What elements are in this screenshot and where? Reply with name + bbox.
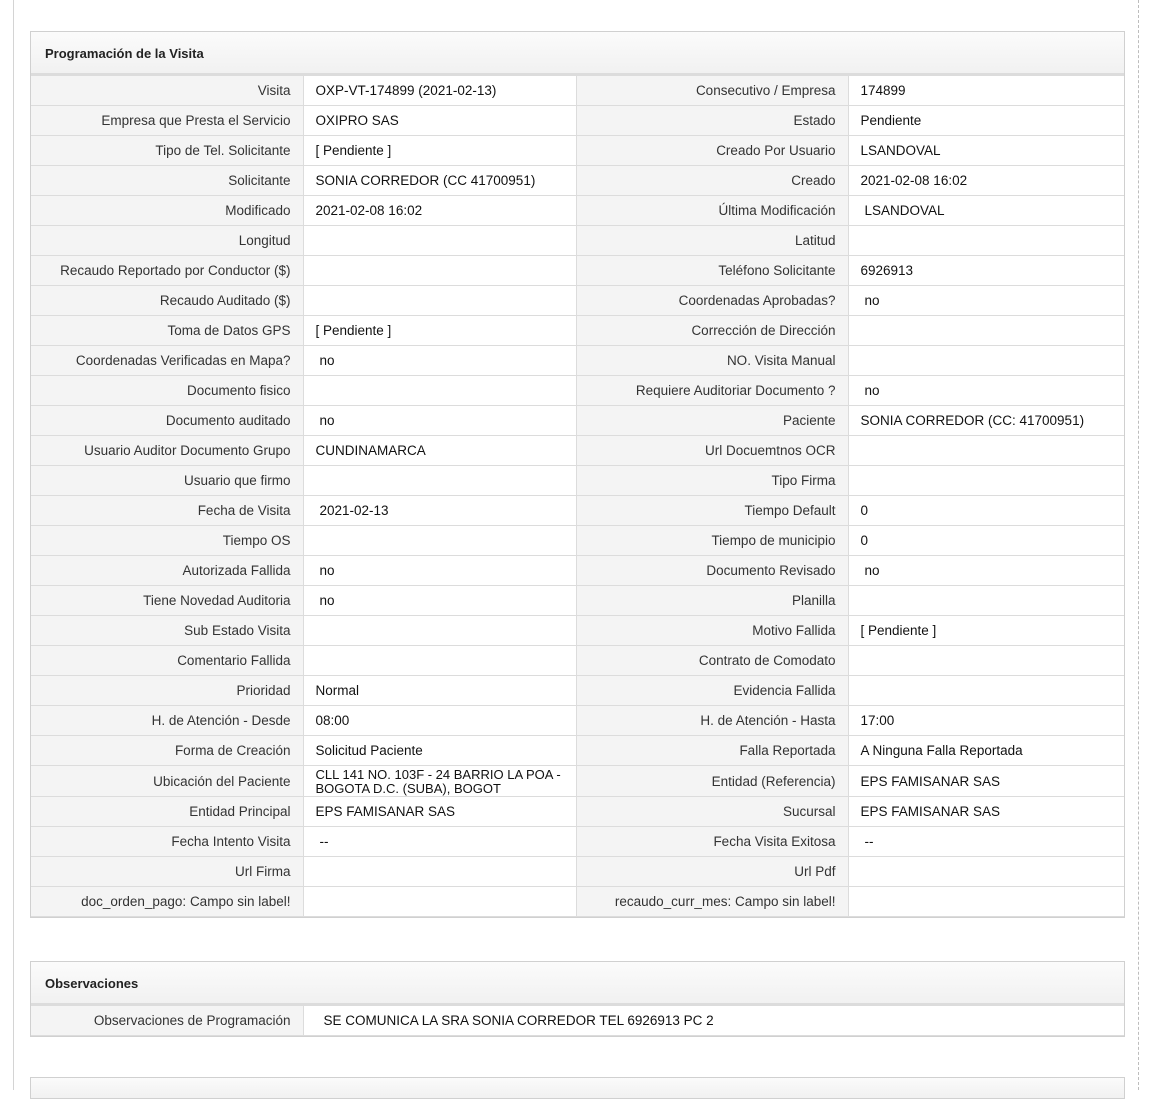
field-value: Pendiente <box>848 106 1124 136</box>
field-label: Fecha Intento Visita <box>31 827 303 857</box>
field-value: 2021-02-08 16:02 <box>303 196 576 226</box>
field-value <box>303 256 576 286</box>
field-label: Usuario Auditor Documento Grupo <box>31 436 303 466</box>
field-value: EPS FAMISANAR SAS <box>848 766 1124 797</box>
field-label: Url Docuemtnos OCR <box>576 436 848 466</box>
table-row <box>31 1006 1124 1036</box>
field-label: Requiere Auditoriar Documento ? <box>576 376 848 406</box>
page-right-dashed-border <box>1138 0 1139 1090</box>
table-row <box>31 857 1124 887</box>
field-label: Ubicación del Paciente <box>31 766 303 797</box>
field-label: Motivo Fallida <box>576 616 848 646</box>
field-label: Longitud <box>31 226 303 256</box>
field-value: CLL 141 NO. 103F - 24 BARRIO LA POA - BOGOTA D.C. (SUBA), BOGOT <box>303 766 576 797</box>
visit-details-table <box>31 76 1124 917</box>
table-row <box>31 616 1124 646</box>
field-value <box>303 646 576 676</box>
field-label: Teléfono Solicitante <box>576 256 848 286</box>
next-panel-header <box>30 1077 1125 1099</box>
field-value: 0 <box>848 526 1124 556</box>
field-label: Forma de Creación <box>31 736 303 766</box>
table-row <box>31 526 1124 556</box>
field-label: Coordenadas Verificadas en Mapa? <box>31 346 303 376</box>
field-value: 0 <box>848 496 1124 526</box>
field-value: -- <box>848 827 1124 857</box>
field-label: Tiempo Default <box>576 496 848 526</box>
field-label: Sub Estado Visita <box>31 616 303 646</box>
field-label: Contrato de Comodato <box>576 646 848 676</box>
table-row <box>31 556 1124 586</box>
field-value <box>848 646 1124 676</box>
field-value: LSANDOVAL <box>848 136 1124 166</box>
field-value: 2021-02-13 <box>303 496 576 526</box>
field-value <box>303 616 576 646</box>
field-value: CUNDINAMARCA <box>303 436 576 466</box>
table-row <box>31 676 1124 706</box>
field-value <box>303 286 576 316</box>
field-value: 6926913 <box>848 256 1124 286</box>
table-row <box>31 797 1124 827</box>
field-label: Modificado <box>31 196 303 226</box>
field-value: 08:00 <box>303 706 576 736</box>
table-row <box>31 706 1124 736</box>
table-row <box>31 496 1124 526</box>
panel-title: Observaciones <box>31 962 1124 1006</box>
field-label: Autorizada Fallida <box>31 556 303 586</box>
field-label: Url Pdf <box>576 857 848 887</box>
field-label: Fecha Visita Exitosa <box>576 827 848 857</box>
field-label: Entidad (Referencia) <box>576 766 848 797</box>
field-label: Recaudo Auditado ($) <box>31 286 303 316</box>
field-label: H. de Atención - Desde <box>31 706 303 736</box>
field-value <box>848 887 1124 917</box>
field-label: Recaudo Reportado por Conductor ($) <box>31 256 303 286</box>
table-row <box>31 286 1124 316</box>
observations-table <box>31 1006 1124 1036</box>
field-label: Empresa que Presta el Servicio <box>31 106 303 136</box>
field-value <box>848 676 1124 706</box>
field-value: OXIPRO SAS <box>303 106 576 136</box>
field-label: Coordenadas Aprobadas? <box>576 286 848 316</box>
field-value: [ Pendiente ] <box>848 616 1124 646</box>
field-label: Latitud <box>576 226 848 256</box>
field-value <box>848 466 1124 496</box>
field-value: no <box>848 556 1124 586</box>
field-value <box>848 857 1124 887</box>
field-label: Documento Revisado <box>576 556 848 586</box>
table-row <box>31 196 1124 226</box>
field-label: Última Modificación <box>576 196 848 226</box>
table-row <box>31 406 1124 436</box>
field-value: Solicitud Paciente <box>303 736 576 766</box>
field-value: 17:00 <box>848 706 1124 736</box>
field-label: Usuario que firmo <box>31 466 303 496</box>
visit-schedule-panel <box>30 31 1125 918</box>
field-value <box>303 857 576 887</box>
field-label: Falla Reportada <box>576 736 848 766</box>
field-label: Solicitante <box>31 166 303 196</box>
field-label: H. de Atención - Hasta <box>576 706 848 736</box>
observations-panel <box>30 961 1125 1037</box>
table-row <box>31 256 1124 286</box>
field-value: no <box>303 556 576 586</box>
field-label: Creado <box>576 166 848 196</box>
field-label: Comentario Fallida <box>31 646 303 676</box>
field-label: Tiene Novedad Auditoria <box>31 586 303 616</box>
table-row <box>31 436 1124 466</box>
panel-title: Programación de la Visita <box>31 32 1124 76</box>
field-value: SE COMUNICA LA SRA SONIA CORREDOR TEL 6926913 PC 2 <box>303 1006 1124 1036</box>
field-label: Tiempo de municipio <box>576 526 848 556</box>
field-label: Corrección de Dirección <box>576 316 848 346</box>
field-value <box>848 346 1124 376</box>
field-label: Tiempo OS <box>31 526 303 556</box>
field-value <box>848 586 1124 616</box>
field-label: Fecha de Visita <box>31 496 303 526</box>
field-value <box>303 887 576 917</box>
field-value: [ Pendiente ] <box>303 316 576 346</box>
field-value: Normal <box>303 676 576 706</box>
table-row <box>31 166 1124 196</box>
field-label: Creado Por Usuario <box>576 136 848 166</box>
field-value: SONIA CORREDOR (CC: 41700951) <box>848 406 1124 436</box>
field-label: Documento auditado <box>31 406 303 436</box>
field-value <box>848 436 1124 466</box>
field-label: Consecutivo / Empresa <box>576 76 848 106</box>
field-label: doc_orden_pago: Campo sin label! <box>31 887 303 917</box>
field-value <box>848 226 1124 256</box>
field-value: OXP-VT-174899 (2021-02-13) <box>303 76 576 106</box>
table-row <box>31 226 1124 256</box>
table-row <box>31 736 1124 766</box>
table-row <box>31 887 1124 917</box>
field-label: Sucursal <box>576 797 848 827</box>
field-label: Paciente <box>576 406 848 436</box>
table-row <box>31 766 1124 797</box>
field-value: no <box>303 346 576 376</box>
field-label: Url Firma <box>31 857 303 887</box>
field-label: Visita <box>31 76 303 106</box>
field-label: recaudo_curr_mes: Campo sin label! <box>576 887 848 917</box>
field-value: no <box>848 286 1124 316</box>
field-label: Tipo Firma <box>576 466 848 496</box>
table-row <box>31 106 1124 136</box>
field-value: LSANDOVAL <box>848 196 1124 226</box>
table-row <box>31 646 1124 676</box>
field-value: no <box>848 376 1124 406</box>
field-value: A Ninguna Falla Reportada <box>848 736 1124 766</box>
table-row <box>31 466 1124 496</box>
field-value <box>848 316 1124 346</box>
field-label: Estado <box>576 106 848 136</box>
field-label: Documento fisico <box>31 376 303 406</box>
field-label: Planilla <box>576 586 848 616</box>
field-value: -- <box>303 827 576 857</box>
field-label: Observaciones de Programación <box>31 1006 303 1036</box>
field-value <box>303 226 576 256</box>
field-value <box>303 376 576 406</box>
field-label: Tipo de Tel. Solicitante <box>31 136 303 166</box>
field-label: Toma de Datos GPS <box>31 316 303 346</box>
field-label: NO. Visita Manual <box>576 346 848 376</box>
field-value: 2021-02-08 16:02 <box>848 166 1124 196</box>
page-left-border <box>13 0 14 1090</box>
table-row <box>31 316 1124 346</box>
field-label: Entidad Principal <box>31 797 303 827</box>
table-row <box>31 586 1124 616</box>
field-value: EPS FAMISANAR SAS <box>848 797 1124 827</box>
field-label: Prioridad <box>31 676 303 706</box>
table-row <box>31 346 1124 376</box>
table-row <box>31 76 1124 106</box>
field-label: Evidencia Fallida <box>576 676 848 706</box>
table-row <box>31 136 1124 166</box>
table-row <box>31 827 1124 857</box>
field-value: SONIA CORREDOR (CC 41700951) <box>303 166 576 196</box>
field-value <box>303 526 576 556</box>
field-value: 174899 <box>848 76 1124 106</box>
field-value: EPS FAMISANAR SAS <box>303 797 576 827</box>
field-value: [ Pendiente ] <box>303 136 576 166</box>
field-value: no <box>303 586 576 616</box>
field-value <box>303 466 576 496</box>
table-row <box>31 376 1124 406</box>
field-value: no <box>303 406 576 436</box>
